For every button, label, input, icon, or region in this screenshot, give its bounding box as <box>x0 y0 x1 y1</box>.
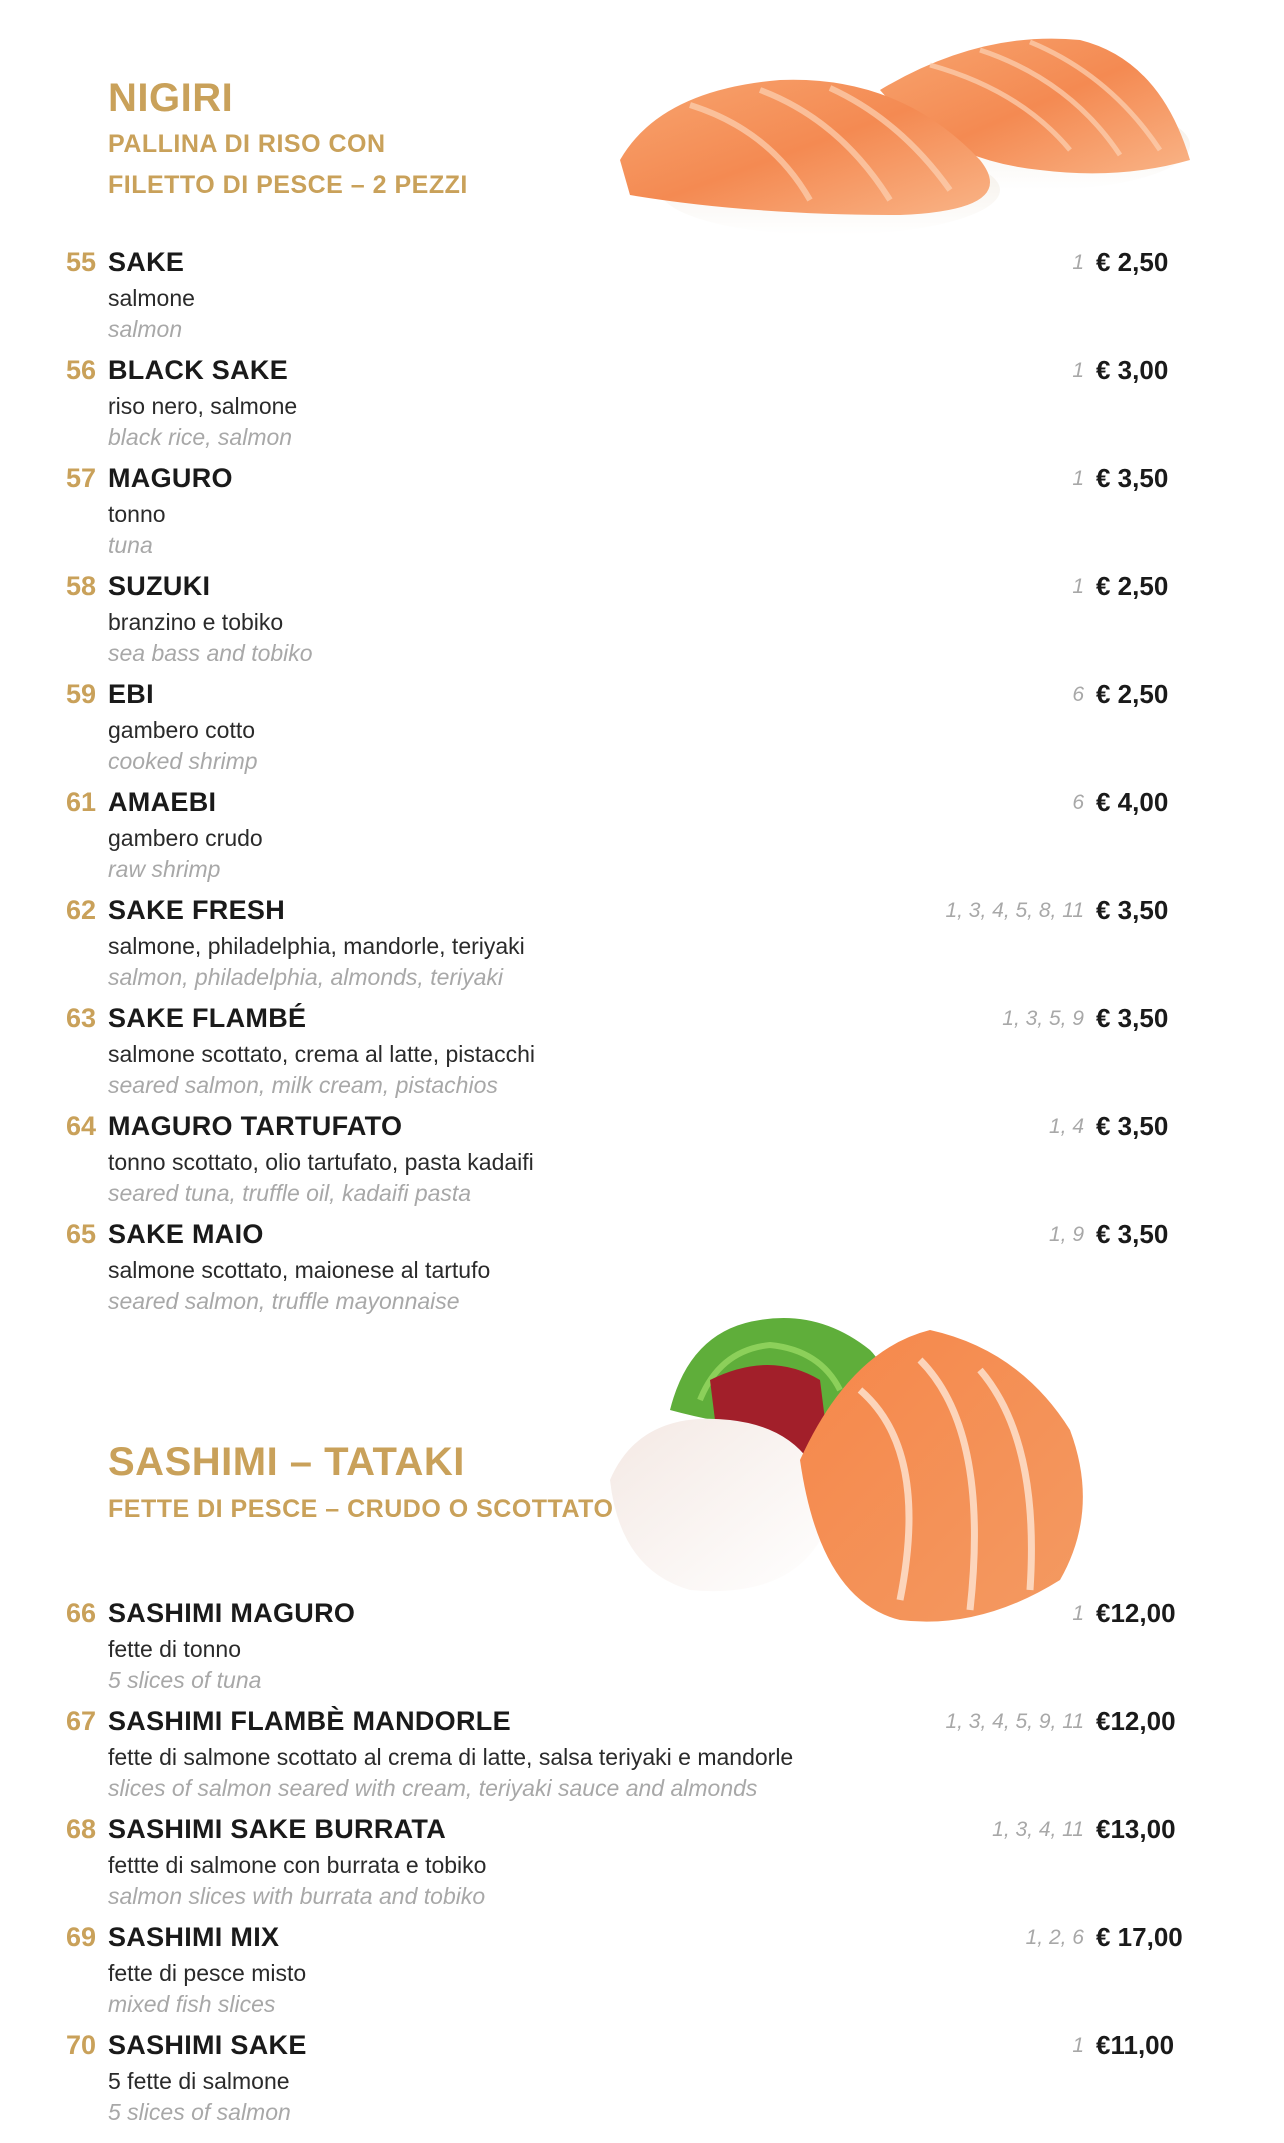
item-description-it: fettte di salmone con burrata e tobiko <box>108 1852 487 1878</box>
menu-item <box>0 1598 1284 1706</box>
item-name: SASHIMI SAKE <box>108 2030 307 2060</box>
item-price: € 3,50 <box>1096 1003 1169 1033</box>
nigiri-subtitle-line2: FILETTO DI PESCE – 2 PEZZI <box>108 171 468 199</box>
menu-item <box>0 679 1284 787</box>
item-allergens: 1 <box>1072 2034 1084 2057</box>
menu-item <box>0 1922 1284 2030</box>
menu-item <box>0 463 1284 571</box>
item-price: € 3,50 <box>1096 1219 1169 1249</box>
nigiri-photo <box>600 20 1200 250</box>
nigiri-subtitle-line1: PALLINA DI RISO CON <box>108 130 386 158</box>
item-name: EBI <box>108 679 154 709</box>
nigiri-title: NIGIRI <box>108 76 234 120</box>
item-name: BLACK SAKE <box>108 355 289 385</box>
item-allergens: 1 <box>1072 251 1084 274</box>
item-description-en: seared salmon, truffle mayonnaise <box>108 1288 460 1314</box>
item-number: 59 <box>65 679 96 709</box>
item-description-it: gambero crudo <box>108 825 263 851</box>
item-name: SUZUKI <box>108 571 211 601</box>
item-allergens: 6 <box>1072 791 1084 814</box>
item-name: MAGURO <box>108 463 233 493</box>
item-allergens: 1 <box>1072 575 1084 598</box>
item-allergens: 1, 2, 6 <box>1025 1926 1084 1949</box>
item-price: €11,00 <box>1096 2030 1175 2060</box>
item-description-en: cooked shrimp <box>108 748 258 774</box>
item-description-it: gambero cotto <box>108 717 256 743</box>
item-price: € 2,50 <box>1096 247 1169 277</box>
menu-item <box>0 787 1284 895</box>
item-allergens: 1, 3, 5, 9 <box>1002 1007 1084 1030</box>
item-number: 65 <box>65 1219 96 1249</box>
sashimi-subtitle: FETTE DI PESCE – CRUDO O SCOTTATO <box>108 1495 614 1523</box>
item-description-it: tonno <box>108 501 166 527</box>
item-price: € 2,50 <box>1096 679 1169 709</box>
item-price: € 4,00 <box>1096 787 1169 817</box>
item-price: € 3,50 <box>1096 463 1169 493</box>
item-description-en: salmon, philadelphia, almonds, teriyaki <box>108 964 504 990</box>
item-name: MAGURO TARTUFATO <box>108 1111 403 1141</box>
item-description-it: salmone scottato, maionese al tartufo <box>108 1257 491 1283</box>
item-description-en: salmon <box>108 316 183 342</box>
item-number: 69 <box>65 1922 96 1952</box>
item-description-en: 5 slices of salmon <box>108 2099 291 2125</box>
item-allergens: 1, 3, 4, 5, 9, 11 <box>945 1710 1084 1733</box>
item-price: €12,00 <box>1096 1706 1176 1736</box>
item-description-it: salmone <box>108 285 195 311</box>
item-description-en: seared salmon, milk cream, pistachios <box>108 1072 498 1098</box>
menu-item <box>0 2030 1284 2138</box>
item-description-it: salmone, philadelphia, mandorle, teriyaki <box>108 933 525 959</box>
item-description-en: seared tuna, truffle oil, kadaifi pasta <box>108 1180 472 1206</box>
item-allergens: 1, 9 <box>1048 1223 1084 1246</box>
item-name: SASHIMI MAGURO <box>108 1598 356 1628</box>
item-allergens: 6 <box>1072 683 1084 706</box>
item-description-en: salmon slices with burrata and tobiko <box>108 1883 486 1909</box>
item-price: €13,00 <box>1096 1814 1176 1844</box>
item-description-it: branzino e tobiko <box>108 609 284 635</box>
item-name: SAKE MAIO <box>108 1219 264 1249</box>
item-name: SAKE FRESH <box>108 895 286 925</box>
item-description-en: 5 slices of tuna <box>108 1667 262 1693</box>
item-description-en: mixed fish slices <box>108 1991 276 2017</box>
item-description-it: 5 fette di salmone <box>108 2068 290 2094</box>
item-number: 66 <box>65 1598 96 1628</box>
menu-item <box>0 1706 1284 1814</box>
item-number: 64 <box>65 1111 96 1141</box>
item-number: 62 <box>65 895 96 925</box>
item-allergens: 1, 3, 4, 5, 8, 11 <box>945 899 1084 922</box>
menu-item <box>0 355 1284 463</box>
item-number: 63 <box>65 1003 96 1033</box>
item-price: € 3,50 <box>1096 895 1169 925</box>
menu-item <box>0 247 1284 355</box>
item-name: SASHIMI SAKE BURRATA <box>108 1814 447 1844</box>
item-allergens: 1 <box>1072 359 1084 382</box>
item-description-it: tonno scottato, olio tartufato, pasta kadaifi <box>108 1149 534 1175</box>
item-number: 57 <box>65 463 96 493</box>
item-description-en: raw shrimp <box>108 856 221 882</box>
item-price: € 2,50 <box>1096 571 1169 601</box>
item-price: € 3,00 <box>1096 355 1169 385</box>
item-number: 68 <box>65 1814 96 1844</box>
item-allergens: 1, 4 <box>1048 1115 1084 1138</box>
item-name: AMAEBI <box>108 787 217 817</box>
item-number: 61 <box>65 787 96 817</box>
menu-item <box>0 571 1284 679</box>
item-description-it: salmone scottato, crema al latte, pistacchi <box>108 1041 535 1067</box>
item-allergens: 1 <box>1072 467 1084 490</box>
item-name: SASHIMI FLAMBÈ MANDORLE <box>108 1706 511 1736</box>
item-description-it: fette di tonno <box>108 1636 241 1662</box>
sashimi-title: SASHIMI – TATAKI <box>108 1440 465 1484</box>
item-number: 70 <box>65 2030 96 2060</box>
menu-item <box>0 1003 1284 1111</box>
item-allergens: 1, 3, 4, 11 <box>992 1818 1084 1841</box>
item-description-en: black rice, salmon <box>108 424 293 450</box>
item-price: €12,00 <box>1096 1598 1176 1628</box>
item-name: SAKE <box>108 247 185 277</box>
item-price: € 3,50 <box>1096 1111 1169 1141</box>
item-price: € 17,00 <box>1096 1922 1183 1952</box>
item-description-it: riso nero, salmone <box>108 393 298 419</box>
item-number: 58 <box>65 571 96 601</box>
item-name: SAKE FLAMBÉ <box>108 1003 307 1033</box>
menu-item <box>0 895 1284 1003</box>
item-allergens: 1 <box>1072 1602 1084 1625</box>
item-name: SASHIMI MIX <box>108 1922 280 1952</box>
item-number: 55 <box>65 247 96 277</box>
menu-item <box>0 1814 1284 1922</box>
item-description-en: sea bass and tobiko <box>108 640 313 666</box>
item-description-it: fette di pesce misto <box>108 1960 307 1986</box>
menu-item <box>0 1111 1284 1219</box>
item-description-en: tuna <box>108 532 153 558</box>
item-number: 67 <box>65 1706 96 1736</box>
item-number: 56 <box>65 355 96 385</box>
item-description-it: fette di salmone scottato al crema di latte, salsa teriyaki e mandorle <box>108 1744 794 1770</box>
item-description-en: slices of salmon seared with cream, teriyaki sauce and almonds <box>108 1775 758 1801</box>
